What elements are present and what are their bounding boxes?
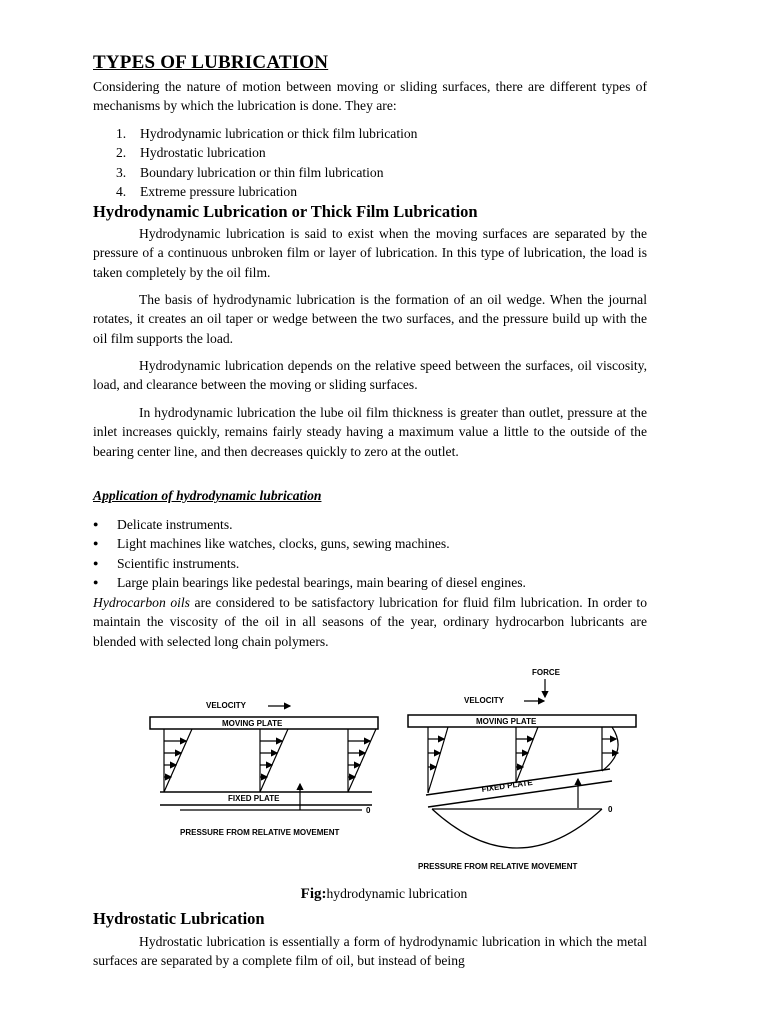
velocity-label-right: VELOCITY [464, 696, 505, 705]
bullet-icon: ● [93, 577, 99, 588]
figure-caption-prefix: Fig: [300, 886, 327, 902]
list-item [93, 534, 526, 553]
list-item-label: Extreme pressure lubrication [140, 184, 298, 200]
hydrostatic-paragraph-1: Hydrostatic lubrication is essentially a form of hydrodynamic lubrication in which the metal surfaces are separated by a complete film of oil, but instead of being [93, 934, 647, 969]
zero-label: 0 [366, 806, 371, 815]
intro-paragraph: Considering the nature of motion between moving or sliding surfaces, there are different types of mechanisms by which the lubrication is done. They are: [93, 79, 647, 114]
left-diagram [150, 701, 378, 837]
list-item [93, 554, 526, 573]
list-item [93, 573, 526, 592]
list-item [116, 143, 417, 162]
list-item-label: Scientific instruments. [117, 555, 240, 571]
list-item-label: Delicate instruments. [117, 517, 233, 532]
bullet-icon: ● [93, 538, 99, 549]
list-item-label: Hydrodynamic lubrication or thick film lubrication [140, 126, 418, 141]
list-item-label: Large plain bearings like pedestal bearings, main bearing of diesel engines. [117, 575, 526, 591]
hydrodynamic-paragraph-1: Hydrodynamic lubrication is said to exist when the moving surfaces are separated by the pressure of a continuous unbroken film or layer of lubrication. In this type of lubrication, the load is taken completely by the oil film. [93, 226, 647, 280]
list-item [93, 515, 526, 534]
hydrodynamic-heading: Hydrodynamic Lubrication or Thick Film Lubrication [93, 202, 478, 221]
list-item-number: 4. [116, 184, 127, 200]
hydrodynamic-paragraph-3: Hydrodynamic lubrication depends on the relative speed between the surfaces, oil viscosity, load, and clearance between the moving or sliding surfaces. [93, 358, 647, 393]
list-item-number: 2. [116, 145, 127, 161]
list-item-label: Light machines like watches, clocks, guns, sewing machines. [117, 536, 450, 552]
list-item [116, 124, 417, 143]
hydrodynamic-figure [140, 655, 640, 885]
figure-caption [0, 886, 768, 903]
list-item-number: 1. [116, 126, 127, 141]
velocity-profiles [164, 729, 376, 792]
list-item-label: Boundary lubrication or thin film lubrication [140, 164, 384, 180]
hydrodynamic-paragraph-2: The basis of hydrodynamic lubrication is the formation of an oil wedge. When the journal rotates, it creates an oil taper or wedge between the two surfaces, and the pressure build up with the oil film supports the load. [93, 292, 647, 346]
hydrodynamic-paragraph-4: In hydrodynamic lubrication the lube oil film thickness is greater than outlet, pressure at the inlet increases quickly, remains fairly steady having a maximum value a little to the outside of the bearing center line, and then decreases quickly to zero at the outlet. [93, 405, 647, 459]
velocity-label: VELOCITY [206, 701, 247, 710]
hydrocarbon-paragraph [93, 593, 647, 651]
pressure-label: PRESSURE FROM RELATIVE MOVEMENT [180, 828, 340, 837]
moving-plate-label: MOVING PLATE [222, 719, 283, 728]
zero-label-right: 0 [608, 805, 613, 814]
force-label: FORCE [532, 668, 560, 677]
bullet-icon: ● [93, 557, 99, 568]
bullet-icon: ● [93, 519, 99, 529]
right-diagram [408, 668, 636, 871]
pressure-curve [432, 809, 602, 848]
list-item-number: 3. [116, 164, 127, 180]
hydrocarbon-oils-term: Hydrocarbon oils [93, 595, 190, 610]
fixed-plate-label: FIXED PLATE [228, 794, 280, 803]
fixed-plate-label-right: FIXED PLATE [481, 777, 534, 794]
figure-caption-text: hydrodynamic lubrication [326, 886, 468, 901]
applications-list [93, 515, 526, 593]
list-item-label: Hydrostatic lubrication [140, 145, 266, 161]
application-heading: Application of hydrodynamic lubrication [93, 488, 322, 503]
types-list [116, 124, 417, 202]
hydrocarbon-paragraph-text: are considered to be satisfactory lubrication for fluid film lubrication. In order to maintain the viscosity of the oil in all seasons of the year, ordinary hydrocarbon lubricants are blended with selected long chain polymers. [93, 595, 647, 649]
pressure-label-right: PRESSURE FROM RELATIVE MOVEMENT [418, 862, 578, 871]
list-item [116, 182, 417, 201]
list-item [116, 163, 417, 182]
moving-plate-label-right: MOVING PLATE [476, 717, 537, 726]
hydrostatic-heading: Hydrostatic Lubrication [93, 909, 265, 928]
page-title: TYPES OF LUBRICATION [93, 52, 329, 73]
